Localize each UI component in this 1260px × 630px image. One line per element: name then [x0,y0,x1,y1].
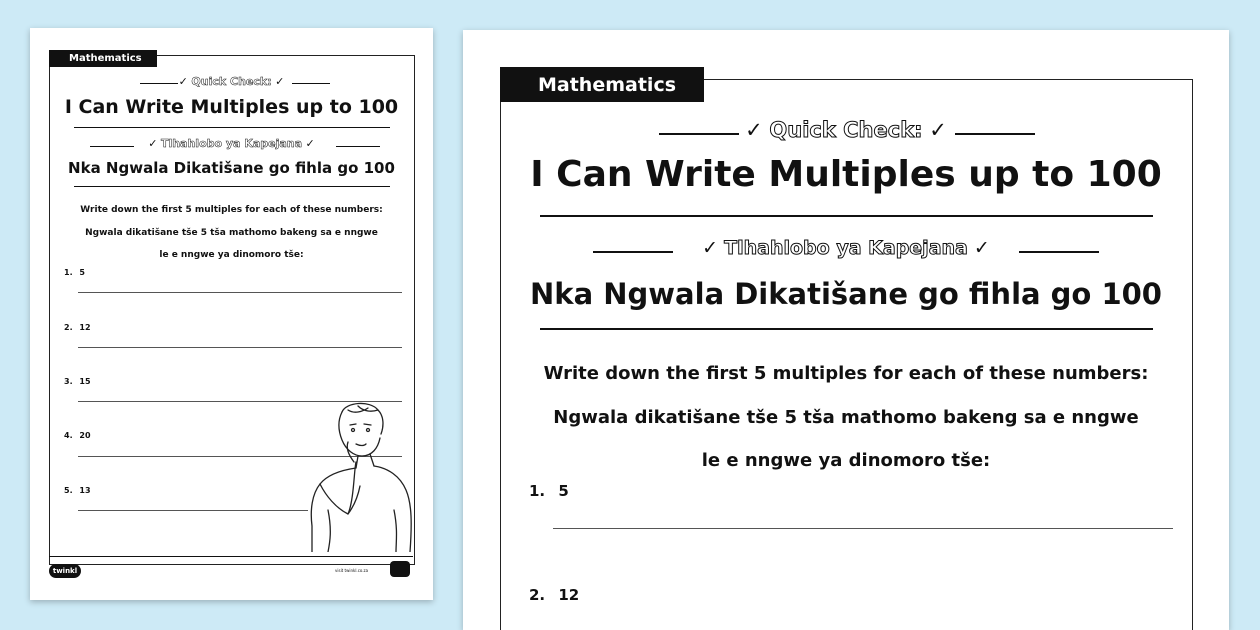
question-number: 2. [529,586,546,604]
twinkl-logo-text: twinkl [52,567,78,575]
instruction-sepedi-line2: le e nngwe ya dinomoro tše: [701,450,991,471]
title-english: I Can Write Multiples up to 100 [64,96,399,118]
question-row [64,268,85,277]
question-value: 15 [79,377,91,386]
quick-check-heading [30,75,433,88]
question-number: 1. [529,482,546,500]
check-icon: ✓ [275,75,285,88]
question-value: 12 [558,586,580,604]
question-value: 13 [79,486,91,495]
instruction-english: Write down the first 5 multiples for each of these numbers: [80,205,383,215]
title-underline [540,215,1153,217]
thinking-child-illustration [298,400,416,552]
quick-check-sepedi-heading [463,237,1229,259]
answer-line[interactable] [78,347,402,348]
question-row [64,377,91,386]
check-icon: ✓ [745,118,763,142]
title-sepedi: Nka Ngwala Dikatišane go fihla go 100 [68,159,395,177]
title-sepedi-underline [74,186,390,187]
footer-rule [49,556,413,557]
instruction-sepedi-line2: le e nngwe ya dinomoro tše: [159,250,304,260]
title-english: I Can Write Multiples up to 100 [530,154,1162,195]
check-icon: ✓ [178,75,188,88]
title-sepedi: Nka Ngwala Dikatišane go fihla go 100 [530,277,1162,311]
quick-check-label: Quick Check: [769,118,923,142]
quick-check-sepedi-heading [30,137,433,150]
question-row [529,482,569,500]
worksheet-zoomed [463,30,1229,630]
subject-tab-label: Mathematics [538,73,677,96]
title-underline [74,127,390,128]
title-sepedi-underline [540,328,1153,330]
subject-tab [49,50,157,67]
question-number: 2. [64,323,73,332]
answer-line[interactable] [553,528,1173,529]
quick-check-sepedi-label: Tlhahlobo ya Kapejana [160,137,303,150]
answer-line[interactable] [78,292,402,293]
quick-check-sepedi-label: Tlhahlobo ya Kapejana [724,237,968,259]
check-icon: ✓ [702,237,719,259]
twinkl-logo [49,564,81,578]
question-number: 3. [64,377,73,386]
answer-line[interactable] [78,510,308,511]
question-value: 12 [79,323,91,332]
instruction-sepedi-line1: Ngwala dikatišane tše 5 tša mathomo bakeng sa e nngwe [85,228,378,238]
check-icon: ✓ [973,237,990,259]
footer-url: visit twinkl.co.za [335,568,369,573]
check-icon: ✓ [148,137,158,150]
question-number: 5. [64,486,73,495]
question-row [64,431,91,440]
check-icon: ✓ [929,118,947,142]
question-number: 4. [64,431,73,440]
subject-tab-label: Mathematics [69,53,142,64]
quick-check-heading [463,118,1229,142]
quick-check-label: Quick Check: [191,75,272,88]
question-row [64,486,91,495]
check-icon: ✓ [305,137,315,150]
question-row [529,586,579,604]
question-row [64,323,91,332]
subject-tab [500,67,704,102]
instruction-english: Write down the first 5 multiples for each of these numbers: [543,363,1149,384]
question-value: 5 [79,268,85,277]
question-number: 1. [64,268,73,277]
twinkl-badge-icon [390,561,410,577]
question-value: 20 [79,431,91,440]
worksheet-thumbnail [30,28,433,600]
instruction-sepedi-line1: Ngwala dikatišane tše 5 tša mathomo bakeng sa e nngwe [553,407,1139,428]
question-value: 5 [558,482,569,500]
